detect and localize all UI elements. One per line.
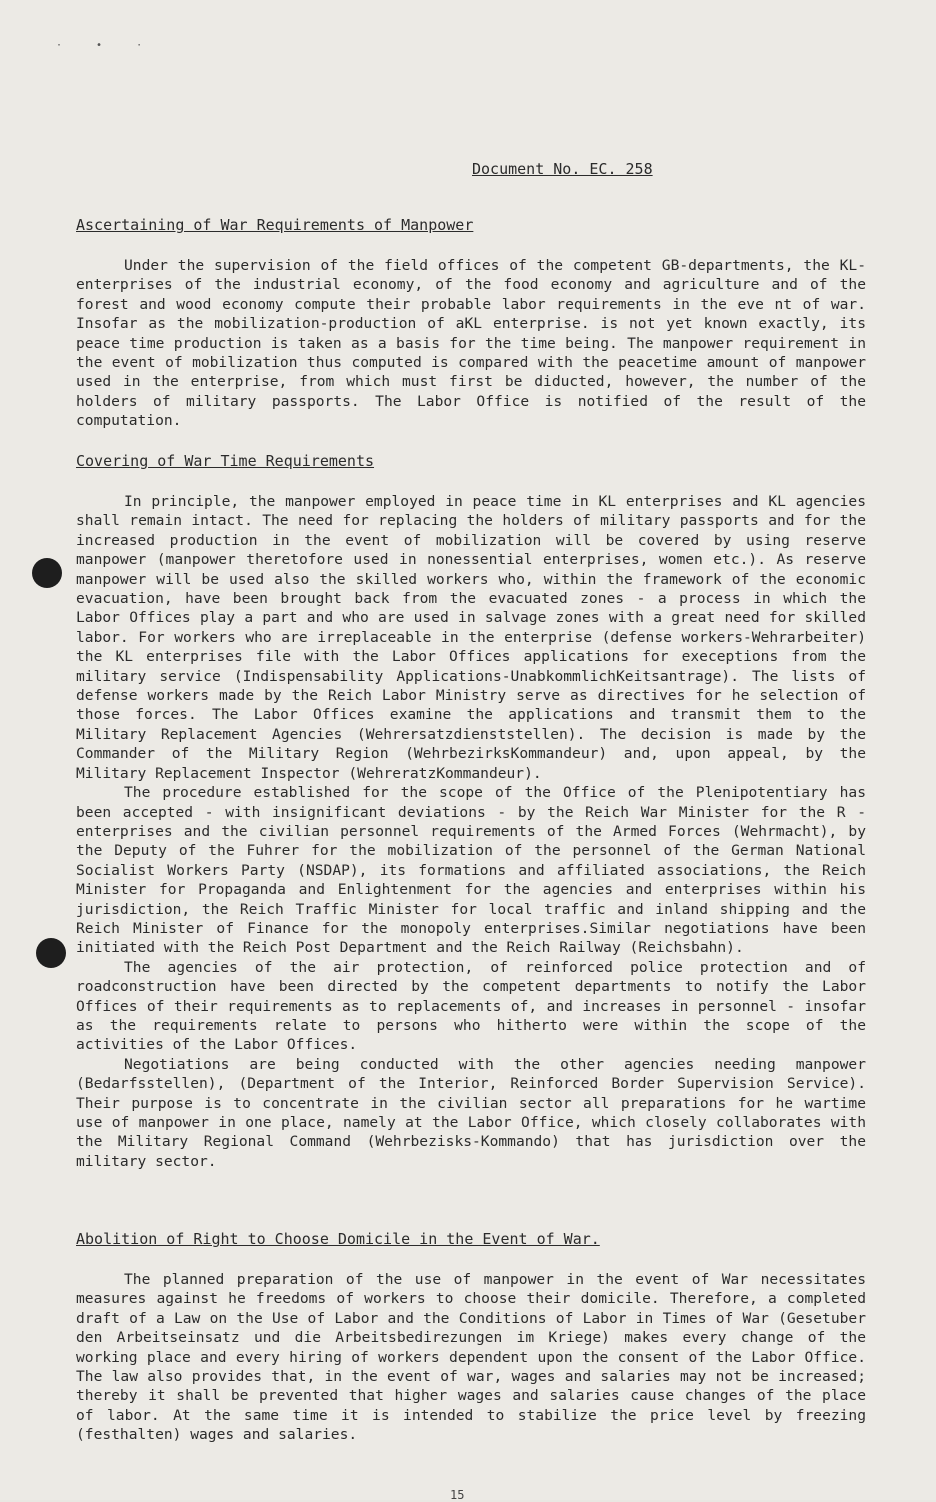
paragraph: Negotiations are being conducted with the other agencies needing manpower (Bedarfsstellen), (Department of the Interior, Reinforced Border Supervision Service). Their purpose is to concentrate in the civilian sector all preparations for he wartime use of manpower in one place, namely at the Labor Office, which closely collaborates with the Military Regional Command (Wehrbezisks-Kommando) that has jurisdiction over the military sector. — [76, 1055, 866, 1170]
paper-specks: · • · — [56, 40, 157, 51]
section-body-war-requirements — [76, 256, 866, 431]
paragraph: In principle, the manpower employed in peace time in KL enterprises and KL agencies shall remain intact. The need for replacing the holders of military passports and for the increased production in the event of mobilization will be covered by using reserve manpower (manpower theretofore used in nonessential enterprises, women etc.). As reserve manpower will be used also the skilled workers who, within the framework of the economic evacuation, have been brought back from the evacuated zones - a process in which the Labor Offices play a part and who are used in salvage zones with a great need for skilled labor. For workers who are irreplaceable in the enterprise (defense workers-Wehrarbeiter) the KL enterprises file with the Labor Offices applications for execeptions from the military service (Indispensability Applications-UnabkommlichKeitsantrage). The lists of defense workers made by the Reich Labor Ministry serve as directives for he selection of those forces. The Labor Offices examine the applications and transmit them to the Military Replacement Agencies (Wehrersatzdienststellen). The decision is made by the Commander of the Military Region (WehrbezirksKommandeur) and, upon appeal, by the Military Replacement Inspector (WehreratzKommandeur). — [76, 493, 866, 782]
section-heading-domicile: Abolition of Right to Choose Domicile in the Event of War. — [76, 1230, 600, 1248]
punch-hole — [36, 938, 66, 968]
paragraph: The agencies of the air protection, of reinforced police protection and of roadconstruction have been directed by the competent departments to notify the Labor Offices of their requirements as to replacements of, and increases in personnel - insofar as the requirements relate to persons who hitherto were within the scope of the activities of the Labor Offices. — [76, 958, 866, 1054]
section-heading-covering: Covering of War Time Requirements — [76, 452, 375, 470]
paragraph: Under the supervision of the field offices of the competent GB-departments, the KL-enterprises of the industrial economy, of the food economy and agriculture and of the forest and wood economy compute their probable labor requirements in the eve nt of war. Insofar as the mobilization-production of aKL enterprise. is not yet known exactly, its peace time production is taken as a basis for the time being. The manpower requirement in the event of mobilization thus computed is compared with the peacetime amount of manpower used in the enterprise, from which must first be diducted, however, the number of the holders of military passports. The Labor Office is notified of the result of the computation. — [76, 257, 866, 430]
paragraph: The procedure established for the scope of the Office of the Plenipotentiary has been accepted - with insignificant deviations - by the Reich War Minister for the R - enterprises and the civilian personnel requirements of the Armed Forces (Wehrmacht), by the Deputy of the Fuhrer for the mobilization of the personnel of the German National Socialist Workers Party (NSDAP), its formations and affiliated associations, the Reich Minister for Propaganda and Enlightenment for the agencies and enterprises within his jurisdiction, the Reich Traffic Minister for local traffic and inland shipping and the Reich Minister of Finance for the monopoly enterprises.Similar negotiations have been initiated with the Reich Post Department and the Reich Railway (Reichsbahn). — [76, 784, 866, 957]
punch-hole — [32, 558, 62, 588]
section-body-domicile — [76, 1270, 866, 1445]
page-number: 15 — [450, 1488, 465, 1502]
section-heading-war-requirements: Ascertaining of War Requirements of Manpower — [76, 216, 474, 234]
document-number: Document No. EC. 258 — [472, 160, 653, 178]
paragraph: The planned preparation of the use of manpower in the event of War necessitates measures against he freedoms of workers to choose their domicile. Therefore, a completed draft of a Law on the Use of Labor and the Conditions of Labor in Times of War (Gesetuber den Arbeitseinsatz und die Arbeitsbedirezungen im Kriege) makes every change of the working place and every hiring of workers dependent upon the consent of the Labor Office. The law also provides that, in the event of war, wages and salaries may not be increased; thereby it shall be prevented that higher wages and salaries cause changes of the place of labor. At the same time it is intended to stabilize the price level by freezing (festhalten) wages and salaries. — [76, 1271, 866, 1444]
section-body-covering — [76, 492, 866, 1171]
